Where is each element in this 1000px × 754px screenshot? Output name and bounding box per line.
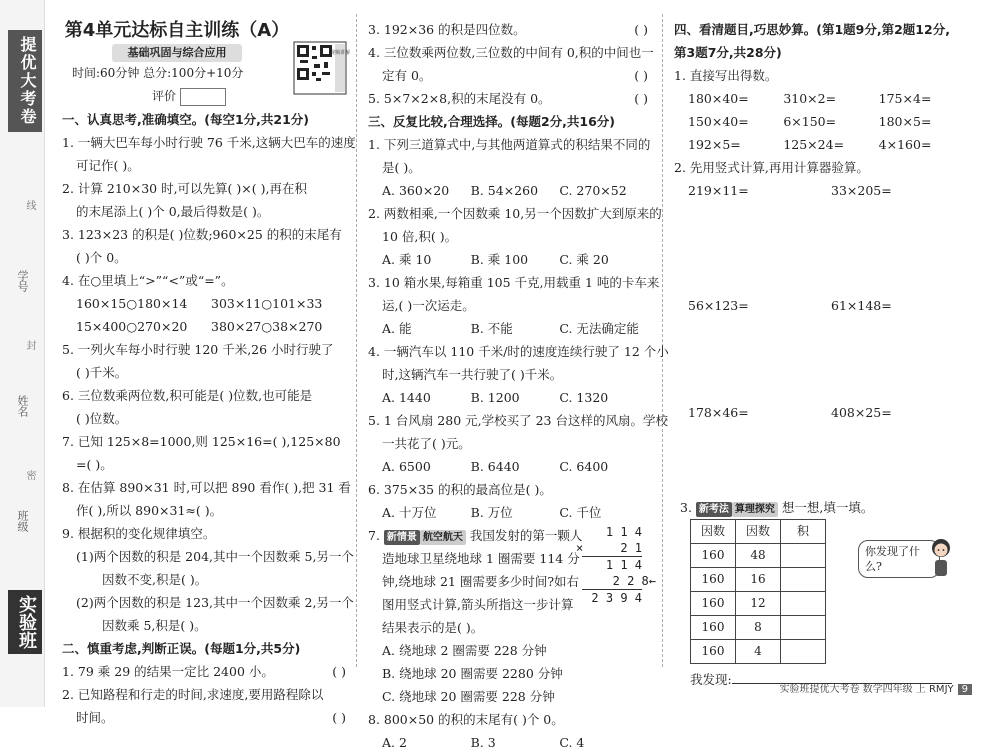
qr-code-icon[interactable] <box>294 42 351 94</box>
question-line: 5. 1 台风扇 280 元,学校买了 23 台这样的风扇。学校 <box>368 413 668 428</box>
question-line: 8. 800×50 的积的末尾有( )个 0。 <box>368 712 564 727</box>
question-line: 3. 10 箱水果,每箱重 105 千克,用载重 1 吨的卡车来 <box>368 275 660 290</box>
question-line: 10 倍,积( )。 <box>382 229 458 244</box>
question-line: 是( )。 <box>382 160 421 175</box>
question-line: 7. 已知 125×8=1000,则 125×16=( ),125×80 <box>62 434 341 449</box>
question-line: 9. 根据积的变化规律填空。 <box>62 526 216 541</box>
binding-strip <box>0 0 45 707</box>
compare-row: 160×15○180×14 303×11○101×33 <box>76 296 323 311</box>
question-line: 因数乘 5,积是( )。 <box>102 618 207 633</box>
question-line: ( )千米。 <box>76 365 128 380</box>
table-row: 160 4 <box>691 640 826 664</box>
page-footer: 实验班提优大考卷 数学四年级 上 RMJY 9 <box>779 680 972 695</box>
question-line: 2. 先用竖式计算,再用计算器验算。 <box>674 160 869 175</box>
option[interactable]: A. 绕地球 2 圈需要 228 分钟 <box>382 643 547 658</box>
question-line: 的末尾添上( )个 0,最后得数是( )。 <box>76 204 270 219</box>
question-line: 6. 375×35 的积的最高位是( )。 <box>368 482 552 497</box>
option[interactable]: B. 绕地球 20 圈需要 2280 分钟 <box>382 666 563 681</box>
judge-item: 定有 0。 ( ) <box>382 68 648 83</box>
score-input[interactable] <box>180 88 226 106</box>
question-line: 1. 直接写出得数。 <box>674 68 778 83</box>
found-line[interactable]: 我发现: <box>674 668 974 691</box>
speech-bubble: 你发现了什么? <box>858 540 940 578</box>
question-line: 2. 计算 210×30 时,可以先算( )×( ),再在积 <box>62 181 307 196</box>
calc-row: 180×40= 310×2= 175×4= <box>688 91 932 106</box>
section-2-heading: 二、慎重考虑,判断正误。(每题1分,共5分) <box>62 641 301 656</box>
section-1-heading: 一、认真思考,准确填空。(每空1分,共21分) <box>62 112 310 127</box>
calc-row: 192×5= 125×24= 4×160= <box>688 137 932 152</box>
question-line: 1. 下列三道算式中,与其他两道算式的积结果不同的 <box>368 137 651 152</box>
question-line: 可记作( )。 <box>76 158 140 173</box>
vertical-multiplication: 1 1 4 × 2 1 1 1 4 2 2 8← 2 3 9 4 <box>576 525 656 605</box>
options-row: A. 1440 B. 1200 C. 1320 <box>382 390 609 405</box>
question-line: 结果表示的是( )。 <box>382 620 484 635</box>
question-line: 5. 一列火车每小时行驶 120 千米,26 小时行驶了 <box>62 342 334 357</box>
cut-mark: 密 <box>24 470 35 480</box>
question-line: 图用竖式计算,箭头所指这一步计算 <box>382 597 574 612</box>
new-scenario-tag: 新情景 <box>384 530 420 545</box>
options-row: A. 十万位 B. 万位 C. 千位 <box>382 505 602 520</box>
vertical-calc-row: 56×123= 61×148= <box>688 298 892 313</box>
judge-item: 4. 三位数乘两位数,三位数的中间有 0,积的中间也一 <box>368 45 654 60</box>
section-4-heading: 四、看清题目,巧思妙算。(第1题9分,第2题12分, 第3题7分,共28分) <box>674 22 950 60</box>
question-line: 钟,绕地球 21 圈需要多少时间?如右 <box>382 574 580 589</box>
qr-caption: 视频讲解 <box>329 50 351 56</box>
option[interactable]: C. 绕地球 20 圈需要 228 分钟 <box>382 689 555 704</box>
aerospace-tag: 航空航天 <box>420 530 466 545</box>
class-field: 班级 <box>16 510 29 532</box>
brand-label: 提优大考卷 <box>8 30 42 132</box>
judge-item: 5. 5×7×2×8,积的末尾没有 0。 ( ) <box>368 91 648 106</box>
question-line: 6. 三位数乘两位数,积可能是( )位数,也可能是 <box>62 388 313 403</box>
options-row: A. 360×20 B. 54×260 C. 270×52 <box>382 183 627 198</box>
question-line: 2. 两数相乘,一个因数乘 10,另一个因数扩大到原来的 <box>368 206 662 221</box>
judge-item: 2. 已知路程和行走的时间,求速度,要用路程除以 <box>62 687 324 702</box>
reasoning-tag: 算理探究 <box>732 502 778 517</box>
page-title: 第4单元达标自主训练（A） <box>64 20 290 41</box>
question-line: 4. 一辆汽车以 110 千米/时的速度连续行驶了 12 个小 <box>368 344 669 359</box>
new-method-tag: 新考法 <box>696 502 732 517</box>
girl-avatar-icon <box>926 536 956 578</box>
section-3-heading: 三、反复比较,合理选择。(每题2分,共16分) <box>368 114 616 129</box>
question-line: 3. 123×23 的积是( )位数;960×25 的积的末尾有 <box>62 227 342 242</box>
calc-row: 150×40= 6×150= 180×5= <box>688 114 932 129</box>
student-name-field: 姓名 <box>16 395 29 417</box>
question-line: 造地球卫星绕地球 1 圈需要 114 分 <box>382 551 580 566</box>
options-row: A. 6500 B. 6440 C. 6400 <box>382 459 609 474</box>
question-line: (1)两个因数的积是 204,其中一个因数乘 5,另一个 <box>76 549 354 564</box>
column-divider <box>662 14 663 667</box>
question-7: 7. 新情景 航空航天 我国发射的第一颗人 造地球卫星绕地球 1 圈需要 114 分 钟,绕地球 21 圈需要多少时间?如右 图用竖式计算,箭头所指这一步计算 结果表示的是( )。 1 1 4 × 2 1 1 1 4 2 2 8← 2 3 9 4 A. 绕地球 2 圈需要 228 分钟 B. 绕地球 20 圈需要 2280 分钟 C. 绕地球 20 圈需要 228 分钟 <box>368 524 648 708</box>
table-row: 160 12 <box>691 592 826 616</box>
judge-item: 1. 79 乘 29 的结果一定比 2400 小。 ( ) <box>62 664 346 679</box>
column-3: 四、看清题目,巧思妙算。(第1题9分,第2题12分, 第3题7分,共28分) 1. 直接写出得数。 180×40= 310×2= 175×4= 150×40= 6×150= 180×5= 192×5= 125×24= 4×160= 2. 先用竖式计算,再用计算器验算。 219×11= 33×205= 56×123= 61×148= 178×46= 408×25= 3. 新考法 算理探究 想一想,填一填。 因数 因数 积 160 48 160 16 160 12 160 8 160 4 我发现: <box>674 18 974 691</box>
column-1 <box>62 18 356 729</box>
page-number: 9 <box>958 684 972 695</box>
question-line: 运,( )一次运走。 <box>382 298 475 313</box>
compare-row: 15×400○270×20 380×27○38×270 <box>76 319 323 334</box>
cut-mark: 封 <box>24 340 35 350</box>
column-2 <box>368 18 669 754</box>
page-subtitle: 基础巩固与综合应用 <box>112 44 242 62</box>
table-row: 160 16 <box>691 568 826 592</box>
question-line: ( )位数。 <box>76 411 128 426</box>
student-id-field: 学号 <box>16 270 29 292</box>
table-row: 160 8 <box>691 616 826 640</box>
question-line: =( )。 <box>76 457 113 472</box>
vertical-calc-row: 219×11= 33×205= <box>688 183 892 198</box>
question-line: 时,这辆汽车一共行驶了( )千米。 <box>382 367 563 382</box>
question-line: 因数不变,积是( )。 <box>102 572 208 587</box>
question-line: 8. 在估算 890×31 时,可以把 890 看作( ),把 31 看 <box>62 480 351 495</box>
options-row: A. 2 B. 3 C. 4 <box>382 735 585 750</box>
options-row: A. 乘 10 B. 乘 100 C. 乘 20 <box>382 252 609 267</box>
judge-item: 时间。 ( ) <box>76 710 346 725</box>
product-table: 因数 因数 积 160 48 160 16 160 12 160 8 160 4 <box>690 519 826 664</box>
table-row: 160 48 <box>691 544 826 568</box>
judge-item: 3. 192×36 的积是四位数。 ( ) <box>368 22 648 37</box>
series-logo: 实验班 <box>8 590 42 654</box>
question-line: 一共花了( )元。 <box>382 436 471 451</box>
question-line: 1. 一辆大巴车每小时行驶 76 千米,这辆大巴车的速度 <box>62 135 356 150</box>
exam-meta: 时间:60分钟 总分:100分+10分 <box>72 66 244 80</box>
question-line: 4. 在○里填上“>”“<”或“=”。 <box>62 273 234 288</box>
cut-mark: 线 <box>24 200 35 210</box>
vertical-calc-row: 178×46= 408×25= <box>688 405 892 420</box>
question-line: ( )个 0。 <box>76 250 127 265</box>
column-divider <box>356 14 357 667</box>
score-box: 评价 <box>152 85 346 108</box>
options-row: A. 能 B. 不能 C. 无法确定能 <box>382 321 639 336</box>
question-line: 作( ),所以 890×31≈( )。 <box>76 503 223 518</box>
question-line: (2)两个因数的积是 123,其中一个因数乘 2,另一个 <box>76 595 354 610</box>
